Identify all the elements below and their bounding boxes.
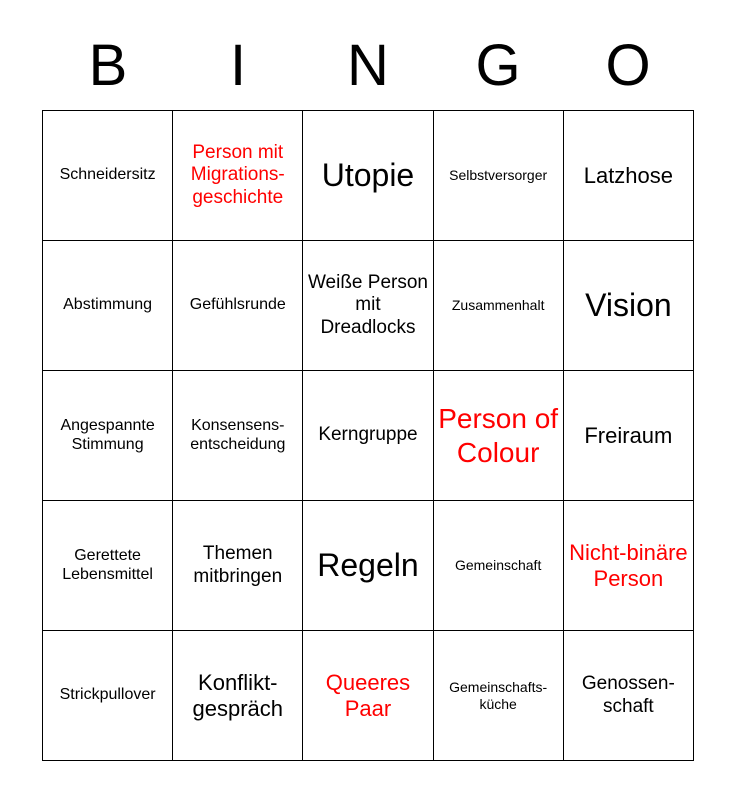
- bingo-cell-text: Konflikt-gespräch: [192, 669, 284, 721]
- bingo-cell[interactable]: [43, 371, 173, 501]
- bingo-cell-text: Weiße Person mit Dreadlocks: [307, 271, 428, 338]
- bingo-cell-text: Gerettete Lebensmittel: [62, 546, 153, 583]
- bingo-cell[interactable]: [43, 631, 173, 761]
- bingo-cell-text: Selbstversorger: [449, 167, 548, 184]
- bingo-cell-text: Gefühlsrunde: [189, 296, 286, 314]
- bingo-cell[interactable]: [563, 631, 693, 761]
- bingo-cell[interactable]: [563, 371, 693, 501]
- bingo-cell-text: Queeres Paar: [325, 669, 411, 721]
- bingo-cell[interactable]: [433, 631, 563, 761]
- bingo-cell-text: Freiraum: [584, 422, 673, 448]
- bingo-cell-text: Abstimmung: [63, 296, 153, 314]
- header-letter-g: G: [475, 33, 521, 98]
- bingo-cell[interactable]: [433, 241, 563, 371]
- bingo-cell[interactable]: [563, 501, 693, 631]
- bingo-row: [43, 111, 694, 241]
- bingo-cell[interactable]: [173, 371, 303, 501]
- bingo-row: [43, 631, 694, 761]
- bingo-row: [43, 501, 694, 631]
- bingo-cell-text: Zusammenhalt: [451, 297, 545, 314]
- bingo-cell[interactable]: [433, 111, 563, 241]
- bingo-cell[interactable]: [303, 241, 433, 371]
- header-letter-b: B: [88, 33, 128, 98]
- bingo-cell[interactable]: [173, 501, 303, 631]
- bingo-cell[interactable]: [303, 111, 433, 241]
- bingo-cell-text: Themen mitbringen: [193, 543, 283, 587]
- bingo-cell[interactable]: [303, 631, 433, 761]
- bingo-cell[interactable]: [303, 371, 433, 501]
- bingo-cell[interactable]: [433, 501, 563, 631]
- bingo-cell-text: Regeln: [317, 546, 419, 583]
- bingo-cell-text: Utopie: [321, 156, 415, 193]
- bingo-cell[interactable]: [563, 111, 693, 241]
- bingo-header: [43, 0, 693, 98]
- header-letter-n: N: [347, 33, 389, 98]
- bingo-cell-text: Person of Colour: [438, 403, 559, 468]
- bingo-row: [43, 371, 694, 501]
- bingo-cell[interactable]: [303, 501, 433, 631]
- bingo-cell[interactable]: [173, 241, 303, 371]
- bingo-cell[interactable]: [173, 111, 303, 241]
- header-letter-o: O: [605, 33, 651, 98]
- bingo-cell-text: Konsensens-entscheidung: [190, 416, 286, 453]
- header-letter-i: I: [229, 33, 247, 98]
- bingo-cell[interactable]: [563, 241, 693, 371]
- bingo-cell[interactable]: [43, 501, 173, 631]
- bingo-cell-text: Person mit Migrations-geschichte: [190, 141, 285, 208]
- bingo-cell[interactable]: [43, 241, 173, 371]
- bingo-cell-text: Strickpullover: [59, 686, 156, 704]
- bingo-cell-text: Schneidersitz: [59, 166, 156, 184]
- bingo-cell[interactable]: [43, 111, 173, 241]
- bingo-cell-text: Vision: [585, 286, 672, 323]
- bingo-cell-text: Genossen-schaft: [581, 673, 675, 717]
- bingo-cell-text: Gemeinschaft: [454, 557, 542, 574]
- bingo-cell-text: Angespannte Stimmung: [60, 416, 155, 453]
- bingo-row: [43, 241, 694, 371]
- bingo-grid: [42, 110, 694, 761]
- bingo-cell[interactable]: [173, 631, 303, 761]
- bingo-cell-text: Latzhose: [583, 162, 674, 188]
- bingo-cell-text: Kerngruppe: [318, 424, 418, 446]
- bingo-cell-text: Gemeinschafts-küche: [449, 678, 548, 712]
- bingo-cell-text: Nicht-binäre Person: [569, 539, 688, 591]
- bingo-cell[interactable]: [433, 371, 563, 501]
